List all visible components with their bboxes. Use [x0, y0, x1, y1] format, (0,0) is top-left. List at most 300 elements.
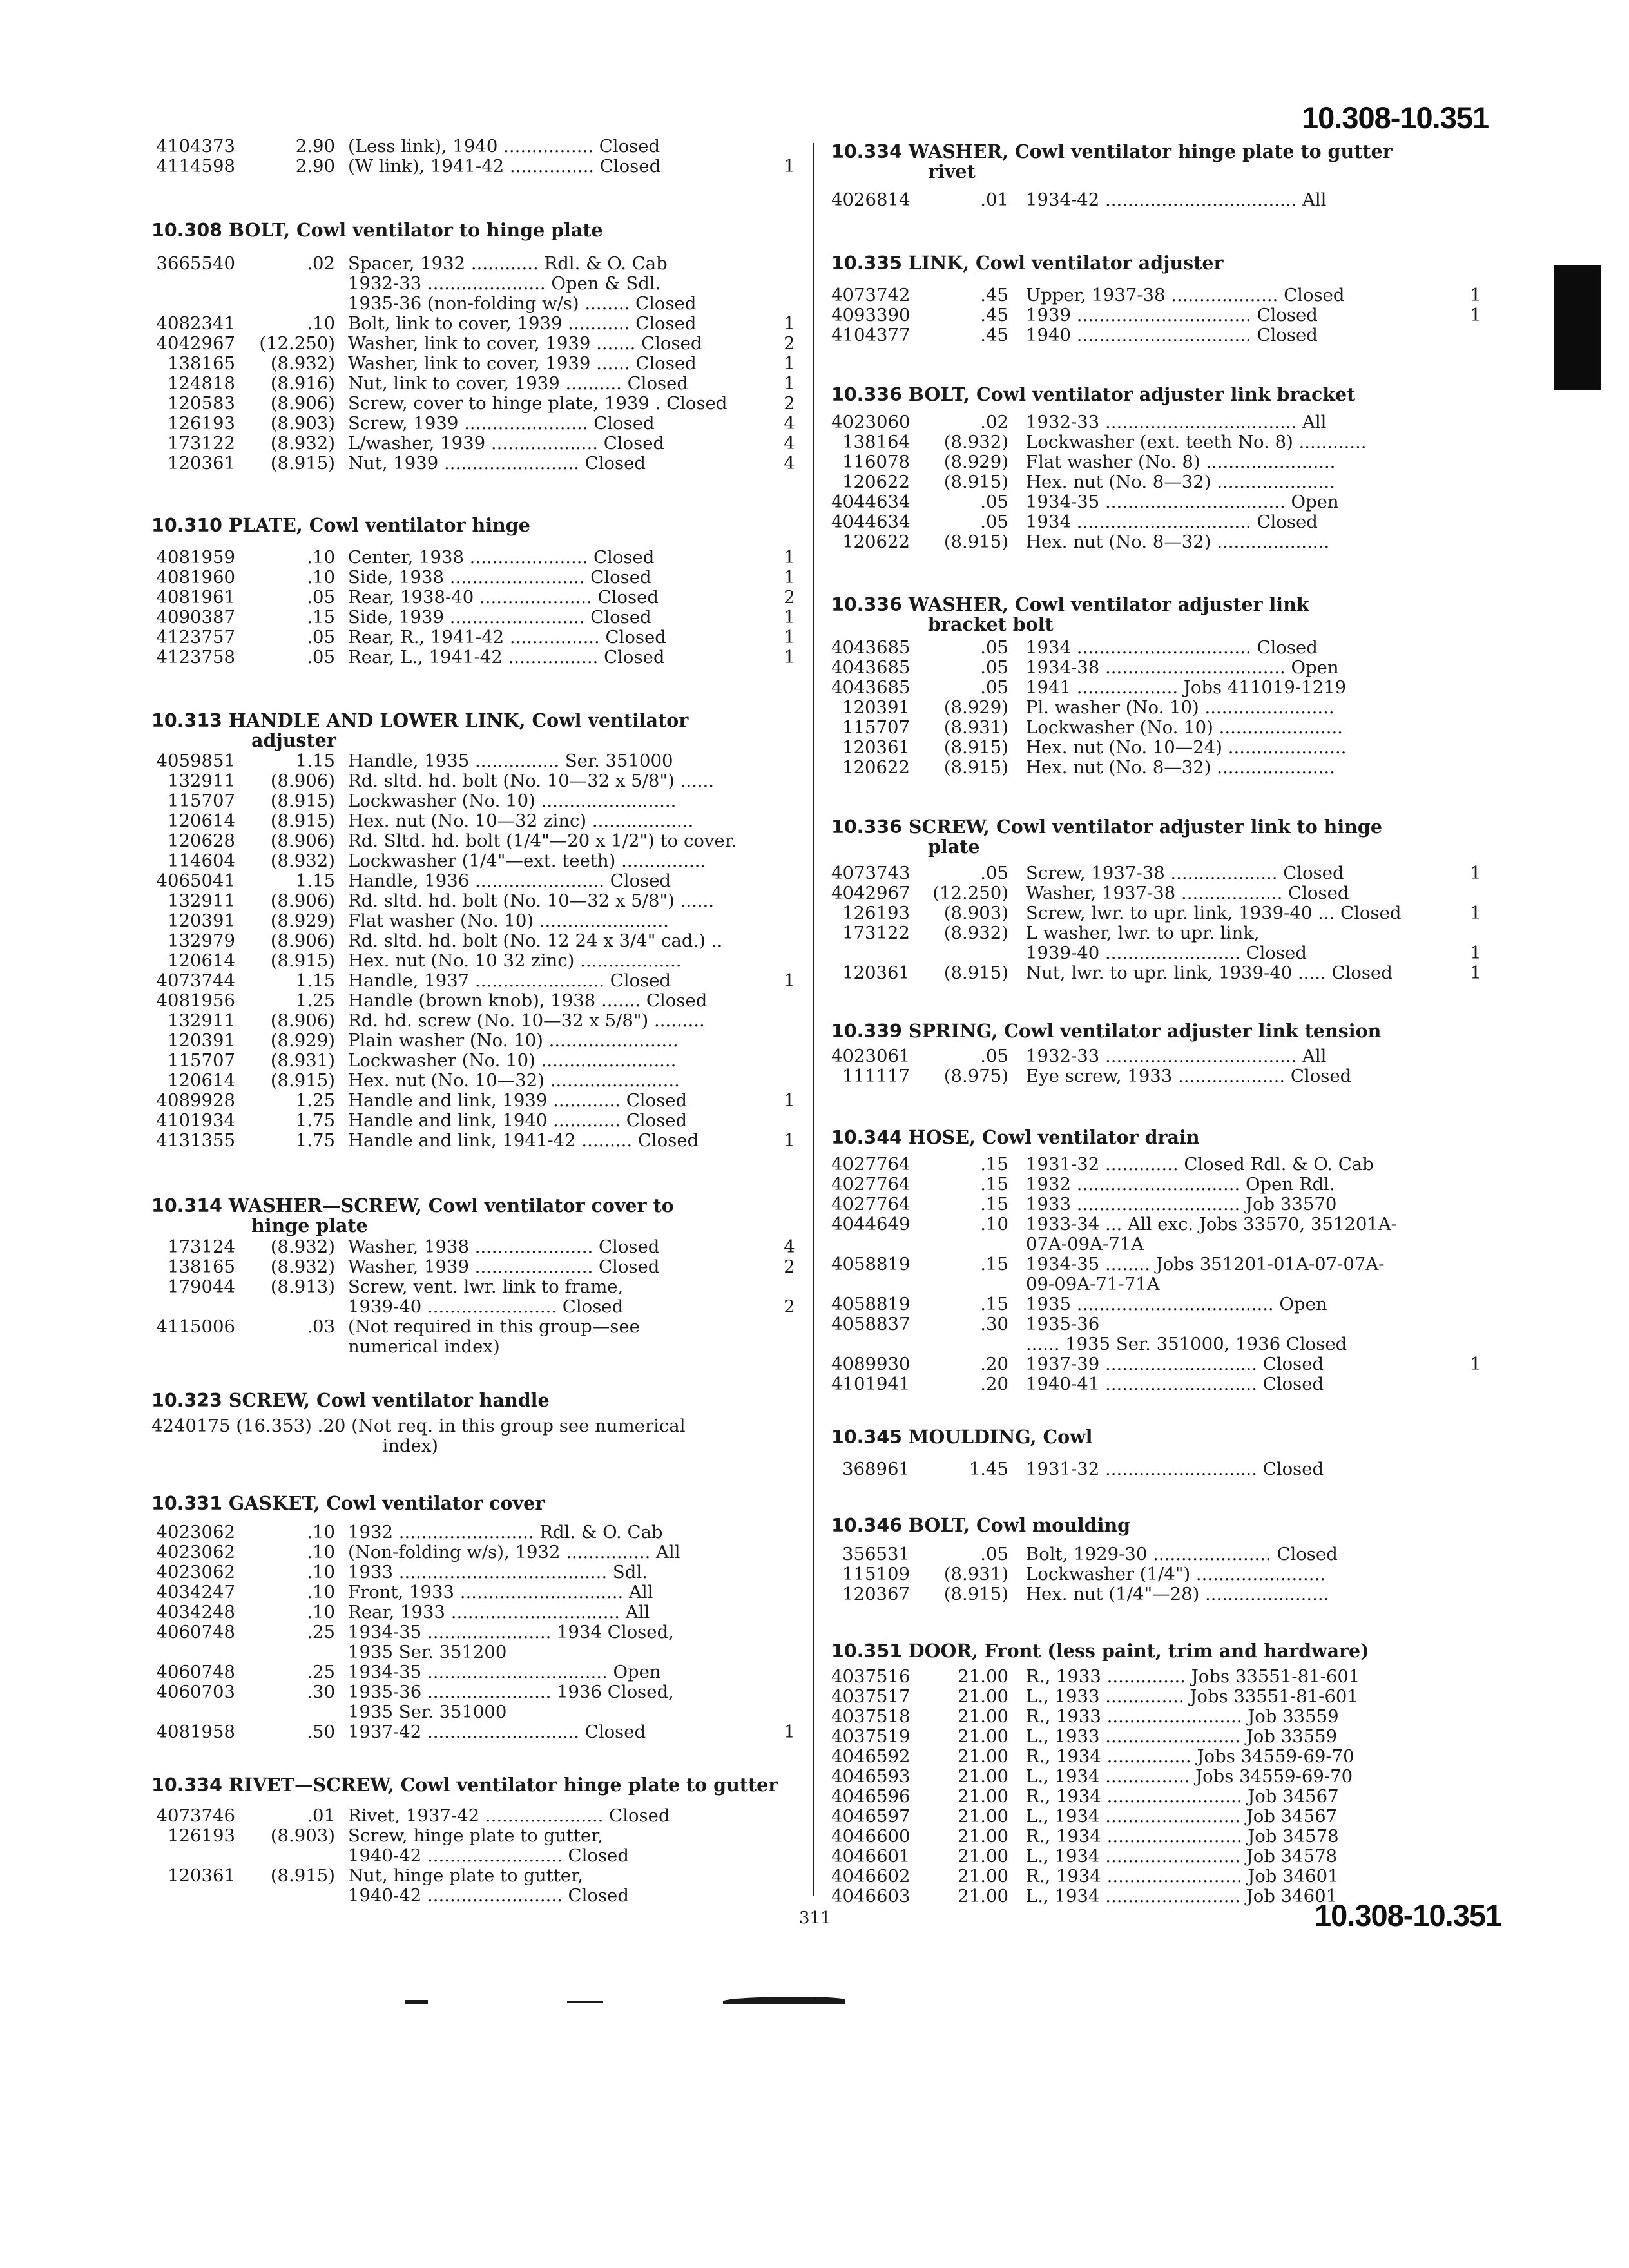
- price: 2.90: [295, 157, 335, 177]
- quantity: 2: [784, 334, 795, 354]
- description: Lockwasher (1/4") .......................: [1026, 1564, 1325, 1584]
- page-range-header: 10.308-10.351: [1302, 101, 1489, 135]
- description: 1935-36 (non-folding w/s) ........ Closed: [348, 294, 697, 314]
- price: .45: [980, 285, 1008, 305]
- parts-row: [831, 1847, 1508, 1867]
- part-number: 3665540: [156, 254, 235, 274]
- description: 1933 ............................. Job 33570: [1026, 1195, 1337, 1215]
- parts-row: [831, 1175, 1508, 1195]
- parts-row: [831, 1374, 1508, 1394]
- part-number: 4027764: [831, 1195, 911, 1215]
- part-number: 4081961: [156, 588, 235, 608]
- part-number: 120361: [842, 738, 910, 758]
- parts-row: [831, 1235, 1508, 1254]
- description: 1931-32 ............. Closed Rdl. & O. Cab: [1026, 1155, 1374, 1175]
- description: Rd. hd. screw (No. 10—32 x 5/8") .........: [348, 1011, 705, 1031]
- part-number: 179044: [168, 1277, 235, 1297]
- description: 1935-36: [1026, 1314, 1100, 1334]
- section-title: MOULDING, Cowl: [908, 1426, 1093, 1448]
- price: (8.915): [943, 532, 1008, 552]
- quantity: 1: [784, 314, 795, 334]
- description: 1941 .................. Jobs 411019-1219: [1026, 678, 1347, 698]
- description: Hex. nut (No. 8—32) .....................: [1026, 472, 1335, 492]
- quantity: 1: [784, 628, 795, 648]
- parts-row: [831, 1354, 1508, 1374]
- part-number: 4023061: [831, 1046, 911, 1066]
- parts-row: [831, 1274, 1508, 1294]
- price: .45: [980, 305, 1008, 325]
- section-title: SPRING, Cowl ventilator adjuster link tension: [908, 1020, 1382, 1042]
- parts-row: [831, 1544, 1508, 1564]
- part-number: 368961: [842, 1459, 910, 1479]
- part-number: 4044649: [831, 1215, 911, 1235]
- price: .10: [307, 1562, 335, 1582]
- quantity: 1: [1470, 963, 1481, 983]
- description: 1935-36 ...................... 1936 Closed,: [348, 1682, 674, 1702]
- parts-row: [831, 1254, 1508, 1274]
- description: Center, 1938 ..................... Closed: [348, 548, 655, 568]
- description: R., 1933 ........................ Job 33559: [1026, 1707, 1339, 1727]
- part-number: 4059851: [156, 751, 235, 771]
- parts-row: [831, 1827, 1508, 1847]
- quantity: 1: [784, 374, 795, 394]
- price: (8.929): [270, 911, 335, 931]
- price: .15: [307, 608, 335, 628]
- quantity: 1: [784, 568, 795, 588]
- section-title: GASKET, Cowl ventilator cover: [228, 1492, 545, 1514]
- part-number: 126193: [168, 1826, 235, 1846]
- price: 1.75: [295, 1131, 335, 1151]
- section-title: BOLT, Cowl moulding: [908, 1514, 1131, 1536]
- quantity: 1: [784, 1091, 795, 1111]
- description: Rd. Sltd. hd. bolt (1/4"—20 x 1/2") to cover.: [348, 831, 737, 851]
- price: (8.915): [270, 454, 335, 474]
- price: 21.00: [958, 1687, 1008, 1707]
- part-number: 4043685: [831, 678, 911, 698]
- price: (8.932): [270, 1237, 335, 1257]
- part-number: 4043685: [831, 638, 911, 658]
- parts-row: [831, 638, 1508, 658]
- part-number: 120361: [842, 963, 910, 983]
- part-number: 173122: [168, 434, 235, 454]
- price: .05: [980, 658, 1008, 678]
- price: (8.903): [270, 1826, 335, 1846]
- part-number: 120391: [168, 1031, 235, 1051]
- price: (8.906): [270, 831, 335, 851]
- scan-mark: [723, 1997, 845, 2004]
- price: (8.915): [270, 951, 335, 971]
- parts-row-wide: 4240175 (16.353) .20 (Not req. in this group see numerical: [151, 1416, 686, 1436]
- scan-mark: [567, 2001, 603, 2003]
- part-number: 4081958: [156, 1722, 235, 1742]
- part-number: 111117: [842, 1066, 910, 1086]
- part-number: 4131355: [156, 1131, 235, 1151]
- price: (8.906): [270, 771, 335, 791]
- section-title: PLATE, Cowl ventilator hinge: [228, 514, 530, 536]
- price: .10: [980, 1215, 1008, 1235]
- description: 1939-40 ....................... Closed: [348, 1297, 624, 1317]
- part-number: 4089930: [831, 1354, 911, 1374]
- part-number: 138165: [168, 354, 235, 374]
- description: 1940-42 ........................ Closed: [348, 1886, 629, 1906]
- part-number: 120622: [842, 532, 910, 552]
- section-heading: [831, 1641, 1369, 1661]
- description: R., 1933 .............. Jobs 33551-81-601: [1026, 1667, 1360, 1687]
- quantity: 1: [1470, 1354, 1481, 1374]
- price: .25: [307, 1662, 335, 1682]
- section-number: 10.314: [151, 1195, 222, 1216]
- part-number: 126193: [842, 903, 910, 923]
- description: Lockwasher (No. 10) ......................: [1026, 718, 1343, 738]
- section-number: 10.336: [831, 384, 902, 405]
- section-heading: [831, 1515, 1130, 1535]
- description: Screw, 1939 ...................... Closed: [348, 414, 655, 434]
- description: L., 1934 ........................ Job 34601: [1026, 1887, 1338, 1907]
- parts-row: [831, 512, 1508, 532]
- description: Front, 1933 ............................. All: [348, 1582, 653, 1602]
- description: Nut, 1939 ........................ Closed: [348, 454, 646, 474]
- description: 1934 ............................... Closed: [1026, 638, 1318, 658]
- price: .15: [980, 1195, 1008, 1215]
- parts-row: [831, 658, 1508, 678]
- part-number: 120583: [168, 394, 235, 414]
- description: L., 1934 ............... Jobs 34559-69-70: [1026, 1767, 1353, 1787]
- description: Rear, L., 1941-42 ................ Closed: [348, 648, 665, 668]
- description: Hex. nut (No. 10—32) .......................: [348, 1071, 680, 1091]
- part-number: 4043685: [831, 658, 911, 678]
- part-number: 114604: [168, 851, 235, 871]
- part-number: 126193: [168, 414, 235, 434]
- parts-row: [831, 943, 1508, 963]
- parts-row: [831, 883, 1508, 903]
- part-number: 4023062: [156, 1542, 235, 1562]
- description: 1934-35 ................................ Open: [348, 1662, 661, 1682]
- part-number: 120628: [168, 831, 235, 851]
- price: (8.932): [943, 923, 1008, 943]
- description: Hex. nut (1/4"—28) ......................: [1026, 1584, 1329, 1604]
- section-title: BOLT, Cowl ventilator to hinge plate: [228, 219, 603, 241]
- price: .10: [307, 1523, 335, 1542]
- part-number: 124818: [168, 374, 235, 394]
- price: .20: [980, 1354, 1008, 1374]
- section-number: 10.351: [831, 1640, 902, 1662]
- parts-row: [831, 1459, 1508, 1479]
- description: 1939 ............................... Closed: [1026, 305, 1318, 325]
- part-number: 4060748: [156, 1662, 235, 1682]
- parts-row: [831, 1707, 1508, 1727]
- part-number: 4104373: [156, 137, 235, 157]
- description: Lockwasher (No. 10) ........................: [348, 1051, 677, 1071]
- price: .03: [307, 1317, 335, 1337]
- description: R., 1934 ........................ Job 34567: [1026, 1787, 1339, 1807]
- parts-row: [831, 1564, 1508, 1584]
- section-number: 10.339: [831, 1021, 902, 1042]
- part-number: 138165: [168, 1257, 235, 1277]
- page-range-footer: 10.308-10.351: [1315, 1898, 1502, 1932]
- part-number: 4101941: [831, 1374, 911, 1394]
- description: 1939-40 ........................ Closed: [1026, 943, 1307, 963]
- part-number: 4090387: [156, 608, 235, 628]
- price: (8.931): [943, 718, 1008, 738]
- quantity: 4: [784, 434, 795, 454]
- parts-row: [831, 1767, 1508, 1787]
- scan-mark: [405, 2000, 428, 2004]
- section-title: BOLT, Cowl ventilator adjuster link bracket: [908, 383, 1356, 405]
- description: 1940-41 ........................... Closed: [1026, 1374, 1324, 1394]
- section-heading: [831, 385, 1355, 405]
- section-number: 10.334: [831, 141, 902, 162]
- quantity: 1: [784, 1131, 795, 1151]
- price: (8.932): [270, 851, 335, 871]
- price: 1.25: [295, 1091, 335, 1111]
- part-number: 4058837: [831, 1314, 911, 1334]
- description: L/washer, 1939 ................... Closed: [348, 434, 665, 454]
- quantity: 2: [784, 1257, 795, 1277]
- description: Nut, link to cover, 1939 .......... Closed: [348, 374, 689, 394]
- price: 1.15: [295, 751, 335, 771]
- section-number: 10.308: [151, 220, 222, 241]
- part-number: 173122: [842, 923, 910, 943]
- price: (8.932): [943, 432, 1008, 452]
- section-title-continued: rivet: [928, 160, 976, 182]
- price: (8.932): [270, 354, 335, 374]
- quantity: 4: [784, 1237, 795, 1257]
- part-number: 4065041: [156, 871, 235, 891]
- parts-row: [831, 863, 1508, 883]
- price: .15: [980, 1294, 1008, 1314]
- description: Handle and link, 1939 ............ Closed: [348, 1091, 688, 1111]
- price: .05: [980, 512, 1008, 532]
- description: Washer, 1937-38 .................. Closed: [1026, 883, 1349, 903]
- description: 1933 ..................................... Sdl.: [348, 1562, 648, 1582]
- description: 1934-35 ................................ Open: [1026, 492, 1339, 512]
- price: .15: [980, 1155, 1008, 1175]
- part-number: 120622: [842, 472, 910, 492]
- price: .10: [307, 1582, 335, 1602]
- description: Flat washer (No. 8) .......................: [1026, 452, 1336, 472]
- description: L., 1934 ........................ Job 34567: [1026, 1807, 1338, 1827]
- part-number: 4037516: [831, 1667, 911, 1687]
- part-number: 4046596: [831, 1787, 911, 1807]
- section-number: 10.334: [151, 1774, 222, 1796]
- price: (8.931): [270, 1051, 335, 1071]
- part-number: 4089928: [156, 1091, 235, 1111]
- parts-row: [831, 412, 1508, 432]
- description: Handle and link, 1940 ............ Closed: [348, 1111, 688, 1131]
- part-number: 4046601: [831, 1847, 911, 1867]
- quantity: 1: [784, 354, 795, 374]
- part-number: 115707: [168, 1051, 235, 1071]
- part-number: 4037518: [831, 1707, 911, 1727]
- price: (8.906): [270, 891, 335, 911]
- part-number: 115109: [842, 1564, 910, 1584]
- part-number: 4044634: [831, 492, 911, 512]
- price: 21.00: [958, 1767, 1008, 1787]
- part-number: 120622: [842, 758, 910, 778]
- description: Handle, 1937 ....................... Closed: [348, 971, 671, 991]
- price: 2.90: [295, 137, 335, 157]
- section-title: WASHER, Cowl ventilator adjuster link: [908, 593, 1309, 615]
- price: (8.915): [943, 472, 1008, 492]
- description: Side, 1939 ........................ Closed: [348, 608, 651, 628]
- parts-row: [831, 718, 1508, 738]
- part-number: 132911: [168, 1011, 235, 1031]
- section-number: 10.310: [151, 515, 222, 536]
- part-number: 120614: [168, 1071, 235, 1091]
- part-number: 4034247: [156, 1582, 235, 1602]
- section-heading: [831, 595, 1309, 615]
- section-number: 10.313: [151, 710, 222, 731]
- section-title: WASHER, Cowl ventilator hinge plate to gutter: [908, 140, 1393, 162]
- price: .30: [307, 1682, 335, 1702]
- part-number: 4060703: [156, 1682, 235, 1702]
- part-number: 4023062: [156, 1523, 235, 1542]
- section-title: WASHER—SCREW, Cowl ventilator cover to: [228, 1195, 674, 1216]
- description: Hex. nut (No. 8—32) .....................: [1026, 758, 1335, 778]
- price: (8.931): [943, 1564, 1008, 1584]
- price: 21.00: [958, 1707, 1008, 1727]
- section-title-continued: adjuster: [251, 729, 336, 751]
- section-number: 10.346: [831, 1515, 902, 1536]
- quantity: 1: [784, 648, 795, 668]
- price: .05: [980, 678, 1008, 698]
- section-heading: [831, 253, 1224, 273]
- parts-row: [831, 1195, 1508, 1215]
- part-number: 4042967: [156, 334, 235, 354]
- price: (8.932): [270, 1257, 335, 1277]
- description: 1932-33 .................................. All: [1026, 412, 1327, 432]
- price: .10: [307, 1542, 335, 1562]
- parts-row: [831, 1687, 1508, 1707]
- section-title-continued: bracket bolt: [928, 613, 1054, 635]
- part-number: 4046592: [831, 1747, 911, 1767]
- part-number: 4042967: [831, 883, 911, 903]
- description: Handle (brown knob), 1938 ....... Closed: [348, 991, 708, 1011]
- description: 1932 ........................ Rdl. & O. Cab: [348, 1523, 663, 1542]
- price: (8.915): [270, 1071, 335, 1091]
- part-number: 4046597: [831, 1807, 911, 1827]
- part-number: 4046603: [831, 1887, 911, 1907]
- price: (12.250): [259, 334, 335, 354]
- parts-row: [831, 963, 1508, 983]
- section-title: RIVET—SCREW, Cowl ventilator hinge plate to gutter: [228, 1774, 778, 1796]
- quantity: 2: [784, 588, 795, 608]
- description: Washer, link to cover, 1939 ...... Closed: [348, 354, 697, 374]
- parts-row-wide: index): [151, 1436, 439, 1456]
- description: Washer, 1938 ..................... Closed: [348, 1237, 660, 1257]
- price: .01: [980, 190, 1008, 210]
- part-number: 4114598: [156, 157, 235, 177]
- part-number: 356531: [842, 1544, 910, 1564]
- price: .02: [980, 412, 1008, 432]
- description: Lockwasher (ext. teeth No. 8) ............: [1026, 432, 1367, 452]
- part-number: 4115006: [156, 1317, 235, 1337]
- part-number: 132979: [168, 931, 235, 951]
- description: ...... 1935 Ser. 351000, 1936 Closed: [1026, 1334, 1347, 1354]
- quantity: 2: [784, 394, 795, 414]
- part-number: 4026814: [831, 190, 911, 210]
- part-number: 4081956: [156, 991, 235, 1011]
- description: 1940 ............................... Closed: [1026, 325, 1318, 345]
- section-title: HOSE, Cowl ventilator drain: [908, 1126, 1200, 1148]
- price: 21.00: [958, 1827, 1008, 1847]
- price: 1.15: [295, 871, 335, 891]
- parts-row: [831, 903, 1508, 923]
- description: numerical index): [348, 1337, 500, 1357]
- price: .10: [307, 568, 335, 588]
- description: L., 1933 ........................ Job 33559: [1026, 1727, 1338, 1747]
- description: R., 1934 ............... Jobs 34559-69-70: [1026, 1747, 1354, 1767]
- quantity: 1: [784, 971, 795, 991]
- part-number: 4081959: [156, 548, 235, 568]
- description: (Less link), 1940 ................ Closed: [348, 137, 660, 157]
- part-number: 4073744: [156, 971, 235, 991]
- section-number: 10.331: [151, 1493, 222, 1514]
- section-number: 10.336: [831, 816, 902, 838]
- part-number: 4027764: [831, 1155, 911, 1175]
- description: (W link), 1941-42 ............... Closed: [348, 157, 661, 177]
- part-number: 4101934: [156, 1111, 235, 1131]
- price: .02: [307, 254, 335, 274]
- parts-row: [831, 1334, 1508, 1354]
- price: .25: [307, 1622, 335, 1642]
- parts-row: [831, 452, 1508, 472]
- description: Pl. washer (No. 10) .......................: [1026, 698, 1335, 718]
- price: .10: [307, 314, 335, 334]
- part-number: 4104377: [831, 325, 911, 345]
- price: .15: [980, 1254, 1008, 1274]
- part-number: 4073742: [831, 285, 911, 305]
- section-title: HANDLE AND LOWER LINK, Cowl ventilator: [228, 709, 689, 731]
- section-number: 10.344: [831, 1127, 902, 1148]
- price: .45: [980, 325, 1008, 345]
- description: 1934-38 ................................ Open: [1026, 658, 1339, 678]
- description: Hex. nut (No. 10—32 zinc) ..................: [348, 811, 694, 831]
- parts-row: [831, 758, 1508, 778]
- price: (8.915): [270, 791, 335, 811]
- description: Hex. nut (No. 10 32 zinc) ..................: [348, 951, 682, 971]
- description: Spacer, 1932 ............ Rdl. & O. Cab: [348, 254, 668, 274]
- price: .05: [307, 628, 335, 648]
- price: 1.25: [295, 991, 335, 1011]
- parts-row: [831, 1294, 1508, 1314]
- description: Screw, hinge plate to gutter,: [348, 1826, 604, 1846]
- description: Screw, vent. lwr. link to frame,: [348, 1277, 624, 1297]
- quantity: 4: [784, 414, 795, 434]
- price: 21.00: [958, 1787, 1008, 1807]
- part-number: 4081960: [156, 568, 235, 588]
- quantity: 1: [1470, 305, 1481, 325]
- price: .05: [980, 863, 1008, 883]
- description: 1937-42 ........................... Closed: [348, 1722, 646, 1742]
- part-number: 4023062: [156, 1562, 235, 1582]
- parts-row: [831, 532, 1508, 552]
- description: L., 1933 .............. Jobs 33551-81-601: [1026, 1687, 1358, 1707]
- quantity: 4: [784, 454, 795, 474]
- parts-row: [831, 1807, 1508, 1827]
- parts-row: [831, 325, 1508, 345]
- part-number: 115707: [168, 791, 235, 811]
- description: 1934-35 ........ Jobs 351201-01A-07-07A-: [1026, 1254, 1385, 1274]
- description: Rear, R., 1941-42 ................ Closed: [348, 628, 666, 648]
- section-heading: [831, 142, 1393, 162]
- description: Lockwasher (No. 10) ........................: [348, 791, 677, 811]
- price: 21.00: [958, 1847, 1008, 1867]
- part-number: 4060748: [156, 1622, 235, 1642]
- description: Flat washer (No. 10) .......................: [348, 911, 669, 931]
- description: Eye screw, 1933 ................... Closed: [1026, 1066, 1352, 1086]
- description: Side, 1938 ........................ Closed: [348, 568, 651, 588]
